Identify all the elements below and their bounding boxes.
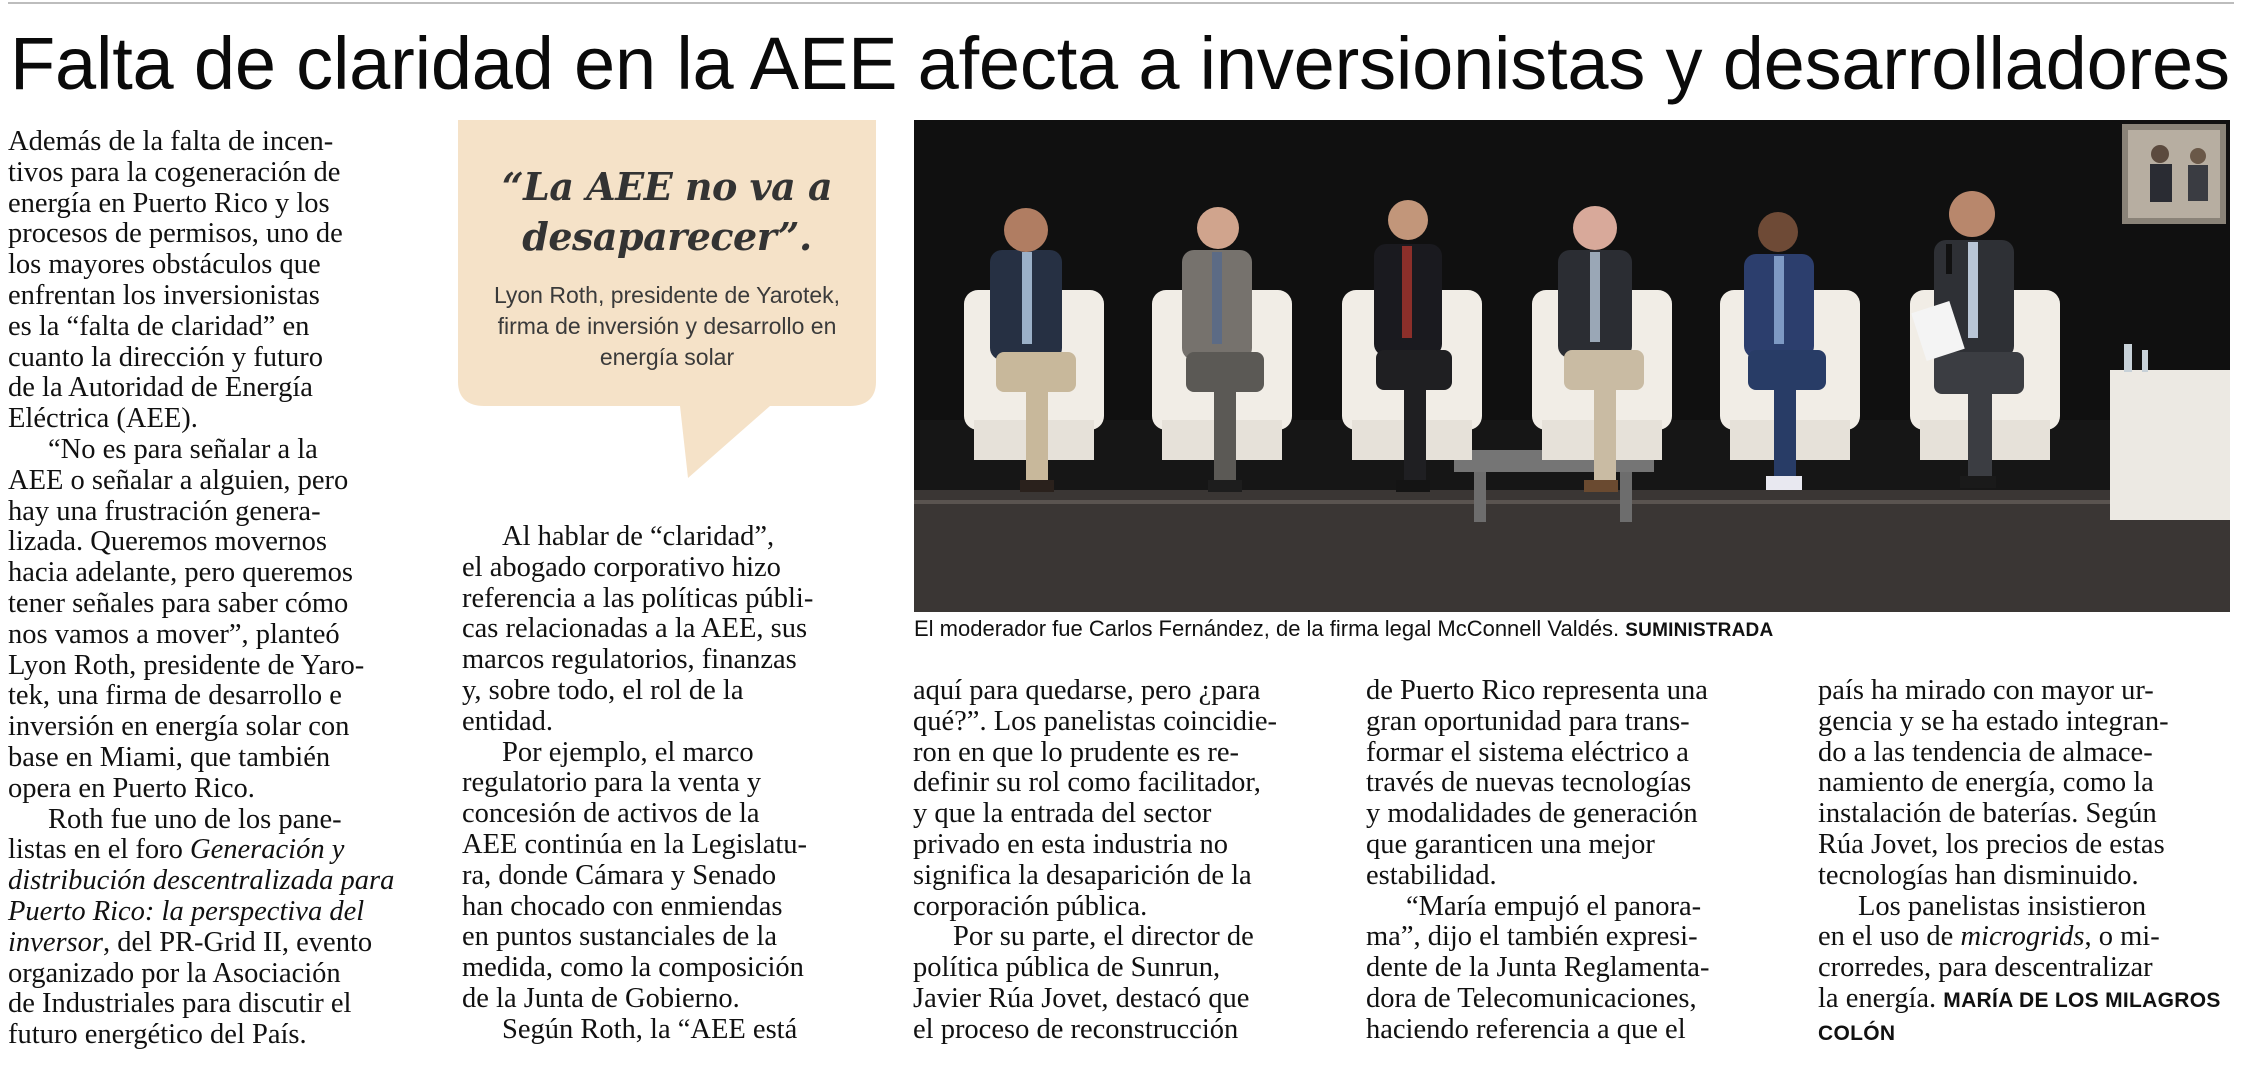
attribution-line: Lyon Roth, presidente de Yarotek, [493, 282, 841, 308]
text-line [8, 897, 413, 928]
text-line: crorredes, para descentralizar [1818, 952, 2153, 984]
photo-caption [914, 614, 1773, 646]
text-line [8, 835, 413, 866]
text-line: instalación de baterías. Según [1818, 798, 2157, 830]
italic-term: microgrids [1960, 921, 2085, 953]
text-line: tivos para la cogeneración de [8, 156, 341, 188]
pull-quote-box [458, 120, 876, 480]
panel-photo [914, 120, 2230, 612]
text-line: organizado por la Asociación [8, 957, 341, 989]
text-line: es la “falta de claridad” en [8, 310, 310, 342]
text-line: el abogado corporativo hizo [462, 551, 781, 583]
pull-quote-attribution [458, 280, 876, 373]
text-line: cas relacionadas a la AEE, sus [462, 613, 808, 645]
text-line: referencia a las políticas públi- [462, 582, 814, 614]
headline: Falta de claridad en la AEE afecta a inversionistas y desarrolladores [10, 22, 2230, 105]
text-line: significa la desaparición de la [913, 859, 1252, 891]
text-line: regulatorio para la venta y [462, 767, 762, 799]
text-line: de la Autoridad de Energía [8, 372, 313, 404]
text-line: gran oportunidad para trans- [1366, 705, 1690, 737]
text-line: opera en Puerto Rico. [8, 772, 255, 804]
byline-continuation: COLÓN [1818, 1021, 1896, 1045]
text-line: y modalidades de generación [1366, 798, 1698, 830]
text-line: marcos regulatorios, finanzas [462, 644, 797, 676]
attribution-line: energía solar [599, 344, 735, 370]
text-line: país ha mirado con mayor ur- [1818, 675, 2154, 706]
text-line: haciendo referencia a que el [1366, 1013, 1686, 1045]
photo-stage-floor [914, 490, 2230, 612]
text-line [1818, 922, 2242, 953]
text-line: hay una frustración genera- [8, 495, 321, 527]
text-line: de Puerto Rico representa una [1366, 675, 1708, 706]
text-line: aquí para quedarse, pero ¿para [913, 675, 1261, 706]
text-fragment: la energía. [1818, 982, 1937, 1014]
text-line: tecnologías han disminuido. [1818, 859, 2139, 891]
text-line: tener señales para saber cómo [8, 587, 349, 619]
text-line: concesión de activos de la [462, 798, 760, 830]
text-line: y, sobre todo, el rol de la [462, 674, 744, 706]
text-line: Por ejemplo, el marco [502, 736, 754, 768]
text-line: Lyon Roth, presidente de Yaro- [8, 649, 365, 681]
text-line: namiento de energía, como la [1818, 767, 2154, 799]
forum-title-italic: Puerto Rico: la perspectiva del [8, 895, 365, 927]
pull-quote-text [458, 162, 876, 262]
text-line: energía en Puerto Rico y los [8, 187, 330, 219]
text-line: Además de la falta de incen- [8, 126, 334, 157]
caption-text: El moderador fue Carlos Fernández, de la firma legal McConnell Valdés. [914, 616, 1620, 641]
text-line: Rúa Jovet, los precios de estas [1818, 828, 2165, 860]
pull-quote-line: “La AEE no va a [501, 164, 833, 209]
text-line: Javier Rúa Jovet, destacó que [913, 982, 1250, 1014]
photo-credit: SUMINISTRADA [1625, 620, 1774, 641]
text-line: nos vamos a mover”, planteó [8, 618, 340, 650]
article-column-2 [462, 522, 872, 1046]
text-line: Al hablar de “claridad”, [502, 521, 775, 552]
text-line: futuro energético del País. [8, 1019, 307, 1051]
text-line: do a las tendencia de almace- [1818, 736, 2153, 768]
text-line: medida, como la composición [462, 952, 804, 984]
article-column-3 [913, 676, 1333, 1046]
text-line: el proceso de reconstrucción [913, 1013, 1239, 1045]
text-line: política pública de Sunrun, [913, 952, 1221, 984]
text-line: Roth fue uno de los pane- [48, 803, 342, 835]
text-line: Los panelistas insistieron [1858, 890, 2147, 922]
text-line: Según Roth, la “AEE está [502, 1013, 798, 1045]
attribution-line: firma de inversión y desarrollo en [497, 313, 837, 339]
text-fragment: , o mi- [2084, 921, 2160, 953]
article-column-1 [8, 127, 413, 1051]
text-line: inversión en energía solar con [8, 711, 350, 743]
text-line: qué?”. Los panelistas coincidie- [913, 705, 1278, 737]
monitor-screen [2122, 124, 2226, 224]
text-line: en puntos sustanciales de la [462, 921, 778, 953]
article-column-4 [1366, 676, 1786, 1046]
text-line [1818, 1017, 2242, 1050]
text-fragment: en el uso de [1818, 921, 1954, 953]
text-line: Por su parte, el director de [953, 921, 1254, 953]
byline: MARÍA DE LOS MILAGROS [1943, 988, 2221, 1012]
text-line: AEE o señalar a alguien, pero [8, 464, 349, 496]
text-line: través de nuevas tecnologías [1366, 767, 1692, 799]
text-line: AEE continúa en la Legislatu- [462, 828, 808, 860]
top-rule [8, 2, 2234, 4]
text-line: cuanto la dirección y futuro [8, 341, 323, 373]
text-line: y que la entrada del sector [913, 798, 1212, 830]
text-line: han chocado con enmiendas [462, 890, 783, 922]
text-line: base en Miami, que también [8, 741, 331, 773]
side-table [2110, 344, 2230, 520]
text-line: entidad. [462, 705, 554, 737]
forum-title-italic: inversor [8, 926, 103, 958]
text-line: estabilidad. [1366, 859, 1497, 891]
text-line: dente de la Junta Reglamenta- [1366, 952, 1710, 984]
text-line: formar el sistema eléctrico a [1366, 736, 1689, 768]
text-line: de la Junta de Gobierno. [462, 982, 740, 1014]
text-line: “No es para señalar a la [48, 433, 318, 465]
text-line: gencia y se ha estado integran- [1818, 705, 2169, 737]
text-line: privado en esta industria no [913, 828, 1229, 860]
photo-stage-edge [914, 500, 2230, 504]
text-fragment: listas en el foro [8, 834, 183, 866]
text-line: Eléctrica (AEE). [8, 403, 198, 435]
article-column-5 [1818, 676, 2242, 1050]
text-line: enfrentan los inversionistas [8, 279, 320, 311]
text-line [8, 928, 413, 959]
pull-quote-line: desaparecer”. [522, 214, 812, 259]
text-line: lizada. Queremos movernos [8, 526, 327, 558]
text-line [8, 866, 413, 897]
text-line: corporación pública. [913, 890, 1148, 922]
text-line: hacia adelante, pero queremos [8, 557, 353, 589]
text-line: dora de Telecomunicaciones, [1366, 982, 1697, 1014]
text-line: procesos de permisos, uno de [8, 218, 343, 250]
text-line: ma”, dijo el también expresi- [1366, 921, 1698, 953]
text-line: los mayores obstáculos que [8, 249, 321, 281]
text-line: ra, donde Cámara y Senado [462, 859, 777, 891]
text-fragment: , del PR-Grid II, evento [103, 926, 373, 958]
text-line: definir su rol como facilitador, [913, 767, 1261, 799]
text-line: de Industriales para discutir el [8, 988, 352, 1020]
text-line: que garanticen una mejor [1366, 828, 1655, 860]
forum-title-italic: Generación y [190, 834, 345, 866]
text-line: “María empujó el panora- [1406, 890, 1702, 922]
forum-title-italic: distribución descentralizada para [8, 865, 395, 897]
text-line: ron en que lo prudente es re- [913, 736, 1240, 768]
text-line: tek, una firma de desarrollo e [8, 680, 342, 712]
text-line [1818, 984, 2242, 1017]
